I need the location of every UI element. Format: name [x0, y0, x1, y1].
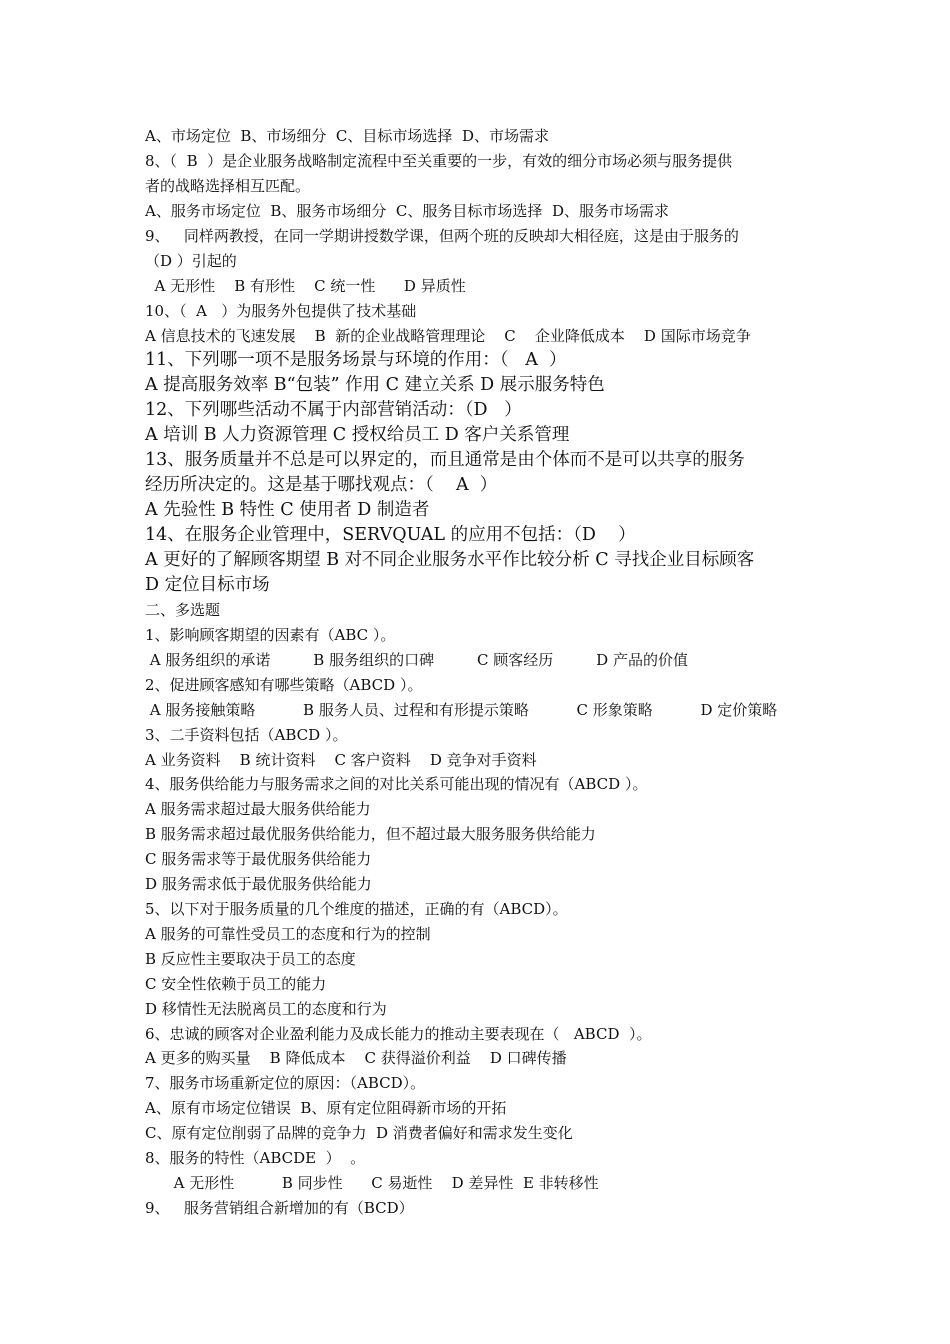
text-line: B 反应性主要取决于员工的态度 [145, 950, 356, 968]
text-line: 5、以下对于服务质量的几个维度的描述，正确的有（ABCD）。 [145, 900, 568, 918]
text-line: A 业务资料 B 统计资料 C 客户资料 D 竞争对手资料 [145, 751, 537, 769]
text-line: 9、 服务营销组合新增加的有（BCD） [145, 1199, 414, 1217]
text-line: A 服务的可靠性受员工的态度和行为的控制 [145, 925, 431, 943]
text-line: A、原有市场定位错误 B、原有定位阻碍新市场的开拓 [145, 1099, 507, 1117]
text-line: B 服务需求超过最优服务供给能力，但不超过最大服务服务供给能力 [145, 825, 596, 843]
text-line: 14、在服务企业管理中，SERVQUAL 的应用不包括：（D ） [145, 525, 636, 545]
text-line: （D ）引起的 [145, 252, 237, 270]
text-line: A、服务市场定位 B、服务市场细分 C、服务目标市场选择 D、服务市场需求 [145, 202, 669, 220]
text-line: A 服务组织的承诺 B 服务组织的口碑 C 顾客经历 D 产品的价值 [145, 651, 688, 669]
text-line: 经历所决定的。这是基于哪找观点：（ A ） [145, 475, 498, 495]
text-line: A 信息技术的飞速发展 B 新的企业战略管理理论 C 企业降低成本 D 国际市场竞争 [145, 327, 751, 345]
text-line: A 培训 B 人力资源管理 C 授权给员工 D 客户关系管理 [145, 425, 570, 445]
text-line: 10、（ A ）为服务外包提供了技术基础 [145, 302, 417, 320]
text-line: A 更好的了解顾客期望 B 对不同企业服务水平作比较分析 C 寻找企业目标顾客 [145, 550, 755, 570]
text-line: 2、促进顾客感知有哪些策略（ABCD ）。 [145, 676, 423, 694]
text-line: D 服务需求低于最优服务供给能力 [145, 875, 372, 893]
text-line: 7、服务市场重新定位的原因：（ABCD）。 [145, 1074, 426, 1092]
text-line: A、市场定位 B、市场细分 C、目标市场选择 D、市场需求 [145, 127, 549, 145]
section-heading: 二、多选题 [145, 601, 221, 619]
text-line: 13、服务质量并不总是可以界定的，而且通常是由个体而不是可以共享的服务 [145, 450, 745, 470]
text-line: A 无形性 B 同步性 C 易逝性 D 差异性 E 非转移性 [145, 1174, 599, 1192]
text-line: 6、忠诚的顾客对企业盈利能力及成长能力的推动主要表现在（ ABCD ）。 [145, 1025, 652, 1043]
text-line: 9、 同样两教授，在同一学期讲授数学课，但两个班的反映却大相径庭，这是由于服务的 [145, 227, 739, 245]
text-line: C、原有定位削弱了品牌的竞争力 D 消费者偏好和需求发生变化 [145, 1124, 573, 1142]
text-line: A 服务接触策略 B 服务人员、过程和有形提示策略 C 形象策略 D 定价策略 [145, 701, 778, 719]
text-line: 8、服务的特性（ABCDE ） 。 [145, 1149, 366, 1167]
text-line: 11、下列哪一项不是服务场景与环境的作用：（ A ） [145, 350, 567, 370]
text-line: A 无形性 B 有形性 C 统一性 D 异质性 [145, 277, 466, 295]
text-line: A 更多的购买量 B 降低成本 C 获得溢价利益 D 口碑传播 [145, 1049, 567, 1067]
text-line: C 安全性依赖于员工的能力 [145, 975, 327, 993]
text-line: 4、服务供给能力与服务需求之间的对比关系可能出现的情况有（ABCD ）。 [145, 775, 648, 793]
text-line: A 先验性 B 特性 C 使用者 D 制造者 [145, 500, 430, 520]
text-line: 8、（ B ）是企业服务战略制定流程中至关重要的一步，有效的细分市场必须与服务提供 [145, 152, 733, 170]
text-line: A 提高服务效率 B“包装” 作用 C 建立关系 D 展示服务特色 [145, 375, 605, 395]
text-line: D 定位目标市场 [145, 575, 270, 595]
text-line: D 移情性无法脱离员工的态度和行为 [145, 1000, 387, 1018]
text-line: 12、下列哪些活动不属于内部营销活动：（D ） [145, 400, 522, 420]
text-line: C 服务需求等于最优服务供给能力 [145, 850, 372, 868]
text-line: 3、二手资料包括（ABCD ）。 [145, 726, 348, 744]
text-line: A 服务需求超过最大服务供给能力 [145, 800, 371, 818]
text-line: 者的战略选择相互匹配。 [145, 177, 311, 195]
text-line: 1、影响顾客期望的因素有（ABC ）。 [145, 626, 396, 644]
